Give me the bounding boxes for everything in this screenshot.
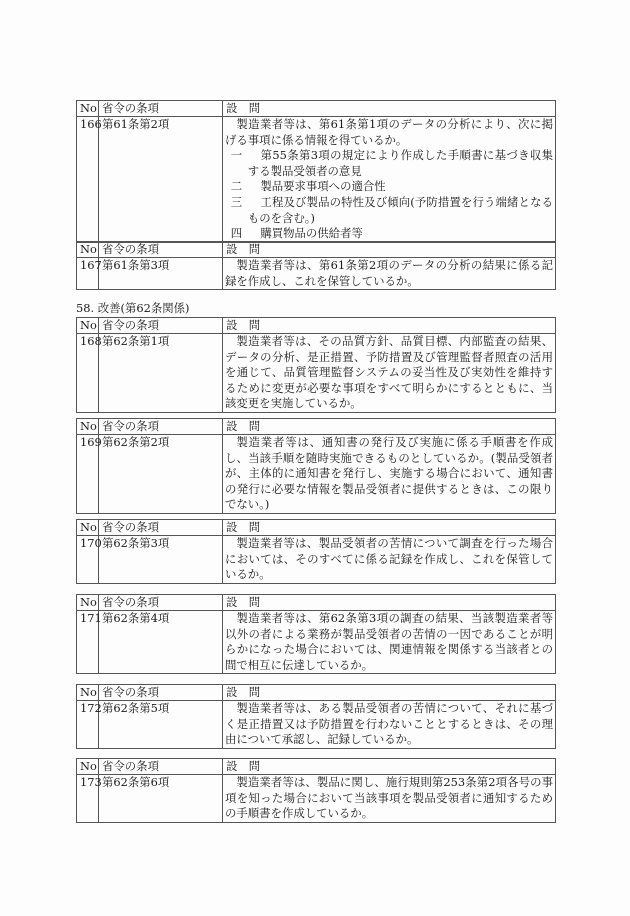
row-clause: 第61条第2項 xyxy=(99,117,223,243)
header-question: 設 問 xyxy=(223,685,556,701)
header-question: 設 問 xyxy=(223,242,556,258)
header-no: No xyxy=(77,759,99,775)
row-question: 製造業者等は、通知書の発行及び実施に係る手順書を作成し、当該手順を随時実施できるものとしているか。(製品受領者が、主体的に通知書を発行し、実施する場合において、通知書の発行に必要な情報を製品受領者に提供するときは、この限りでない。) xyxy=(225,435,553,512)
question-item-1: 一 第55条第3項の規定により作成した手順書に基づき収集する製品受領者の意見 xyxy=(230,148,553,178)
header-question: 設 問 xyxy=(223,759,556,775)
header-clause: 省令の条項 xyxy=(99,685,223,701)
header-question: 設 問 xyxy=(223,595,556,611)
row-clause: 第62条第4項 xyxy=(99,611,223,674)
row-question-cell xyxy=(223,536,556,584)
question-table-166 xyxy=(76,100,556,243)
row-question: 製造業者等は、第61条第2項のデータの分析の結果に係る記録を作成し、これを保管しているか。 xyxy=(225,258,553,288)
row-no: 173 xyxy=(77,775,99,823)
header-question: 設 問 xyxy=(223,419,556,435)
header-clause: 省令の条項 xyxy=(99,759,223,775)
table-header-row xyxy=(77,685,556,701)
row-question-cell xyxy=(223,775,556,823)
row-question: 製造業者等は、ある製品受領者の苦情について、それに基づく是正措置又は予防措置を行わないこととするときは、その理由について承認し、記録しているか。 xyxy=(225,701,553,747)
row-no: 167 xyxy=(77,258,99,290)
row-question: 製造業者等は、第62条第3項の調査の結果、当該製造業者等以外の者による業務が製品受領者の苦情の一因であることが明らかになった場合においては、関連情報を関係する当該者との間で相互に伝達しているか。 xyxy=(225,611,553,672)
row-no: 172 xyxy=(77,701,99,749)
question-table-171 xyxy=(76,594,556,674)
row-clause: 第62条第1項 xyxy=(99,334,223,413)
row-question: 製造業者等は、第61条第1項のデータの分析により、次に掲げる事項に係る情報を得ているか。 xyxy=(225,117,553,147)
header-no: No xyxy=(77,419,99,435)
header-clause: 省令の条項 xyxy=(99,419,223,435)
header-no: No xyxy=(77,318,99,334)
header-no: No xyxy=(77,685,99,701)
table-header-row xyxy=(77,595,556,611)
row-no: 169 xyxy=(77,435,99,514)
question-item-3: 三 工程及び製品の特性及び傾向(予防措置を行う端緒となるものを含む。) xyxy=(230,194,553,225)
header-clause: 省令の条項 xyxy=(99,520,223,536)
table-header-row xyxy=(77,419,556,435)
question-item-2: 二 製品要求事項への適合性 xyxy=(230,179,386,194)
row-clause: 第62条第6項 xyxy=(99,775,223,823)
table-row xyxy=(77,775,556,823)
row-question: 製造業者等は、製品受領者の苦情について調査を行った場合においては、そのすべてに係る記録を作成し、これを保管しているか。 xyxy=(225,536,553,582)
row-clause: 第62条第5項 xyxy=(99,701,223,749)
row-question-cell xyxy=(223,435,556,514)
header-no: No xyxy=(77,101,99,117)
row-clause: 第61条第3項 xyxy=(99,258,223,290)
row-question: 製造業者等は、製品に関し、施行規則第253条第2項各号の事項を知った場合において当該事項を製品受領者に通知するための手順書を作成しているか。 xyxy=(225,775,553,821)
question-table-173 xyxy=(76,758,556,823)
header-no: No xyxy=(77,242,99,258)
row-question-cell xyxy=(223,334,556,413)
table-header-row xyxy=(77,318,556,334)
table-header-row xyxy=(77,520,556,536)
header-clause: 省令の条項 xyxy=(99,242,223,258)
table-header-row xyxy=(77,101,556,117)
table-header-row xyxy=(77,242,556,258)
section-heading: 58. 改善(第62条関係) xyxy=(76,301,190,315)
row-no: 170 xyxy=(77,536,99,584)
question-table-169 xyxy=(76,418,556,514)
row-question: 製造業者等は、その品質方針、品質目標、内部監査の結果、データの分析、是正措置、予防措置及び管理監督者照査の活用を通じて、品質管理監督システムの妥当性及び実効性を維持するために変更が必要な事項をすべて明らかにするとともに、当該変更を実施しているか。 xyxy=(225,334,553,411)
row-no: 168 xyxy=(77,334,99,413)
table-row xyxy=(77,258,556,290)
question-table-168 xyxy=(76,317,556,413)
row-no: 166 xyxy=(77,117,99,243)
header-clause: 省令の条項 xyxy=(99,318,223,334)
row-question-cell xyxy=(223,701,556,749)
table-row xyxy=(77,435,556,514)
row-question-cell xyxy=(223,611,556,674)
header-clause: 省令の条項 xyxy=(99,101,223,117)
question-table-170 xyxy=(76,519,556,584)
table-row xyxy=(77,334,556,413)
row-question-cell xyxy=(223,258,556,290)
header-question: 設 問 xyxy=(223,101,556,117)
row-clause: 第62条第2項 xyxy=(99,435,223,514)
question-item-4: 四 購買物品の供給者等 xyxy=(230,226,363,241)
header-question: 設 問 xyxy=(223,520,556,536)
row-no: 171 xyxy=(77,611,99,674)
table-row xyxy=(77,117,556,243)
row-question-cell xyxy=(223,117,556,243)
question-table-167 xyxy=(76,241,556,290)
header-question: 設 問 xyxy=(223,318,556,334)
header-no: No xyxy=(77,520,99,536)
table-row xyxy=(77,701,556,749)
row-clause: 第62条第3項 xyxy=(99,536,223,584)
table-header-row xyxy=(77,759,556,775)
table-row xyxy=(77,611,556,674)
header-no: No xyxy=(77,595,99,611)
header-clause: 省令の条項 xyxy=(99,595,223,611)
table-row xyxy=(77,536,556,584)
question-table-172 xyxy=(76,684,556,749)
